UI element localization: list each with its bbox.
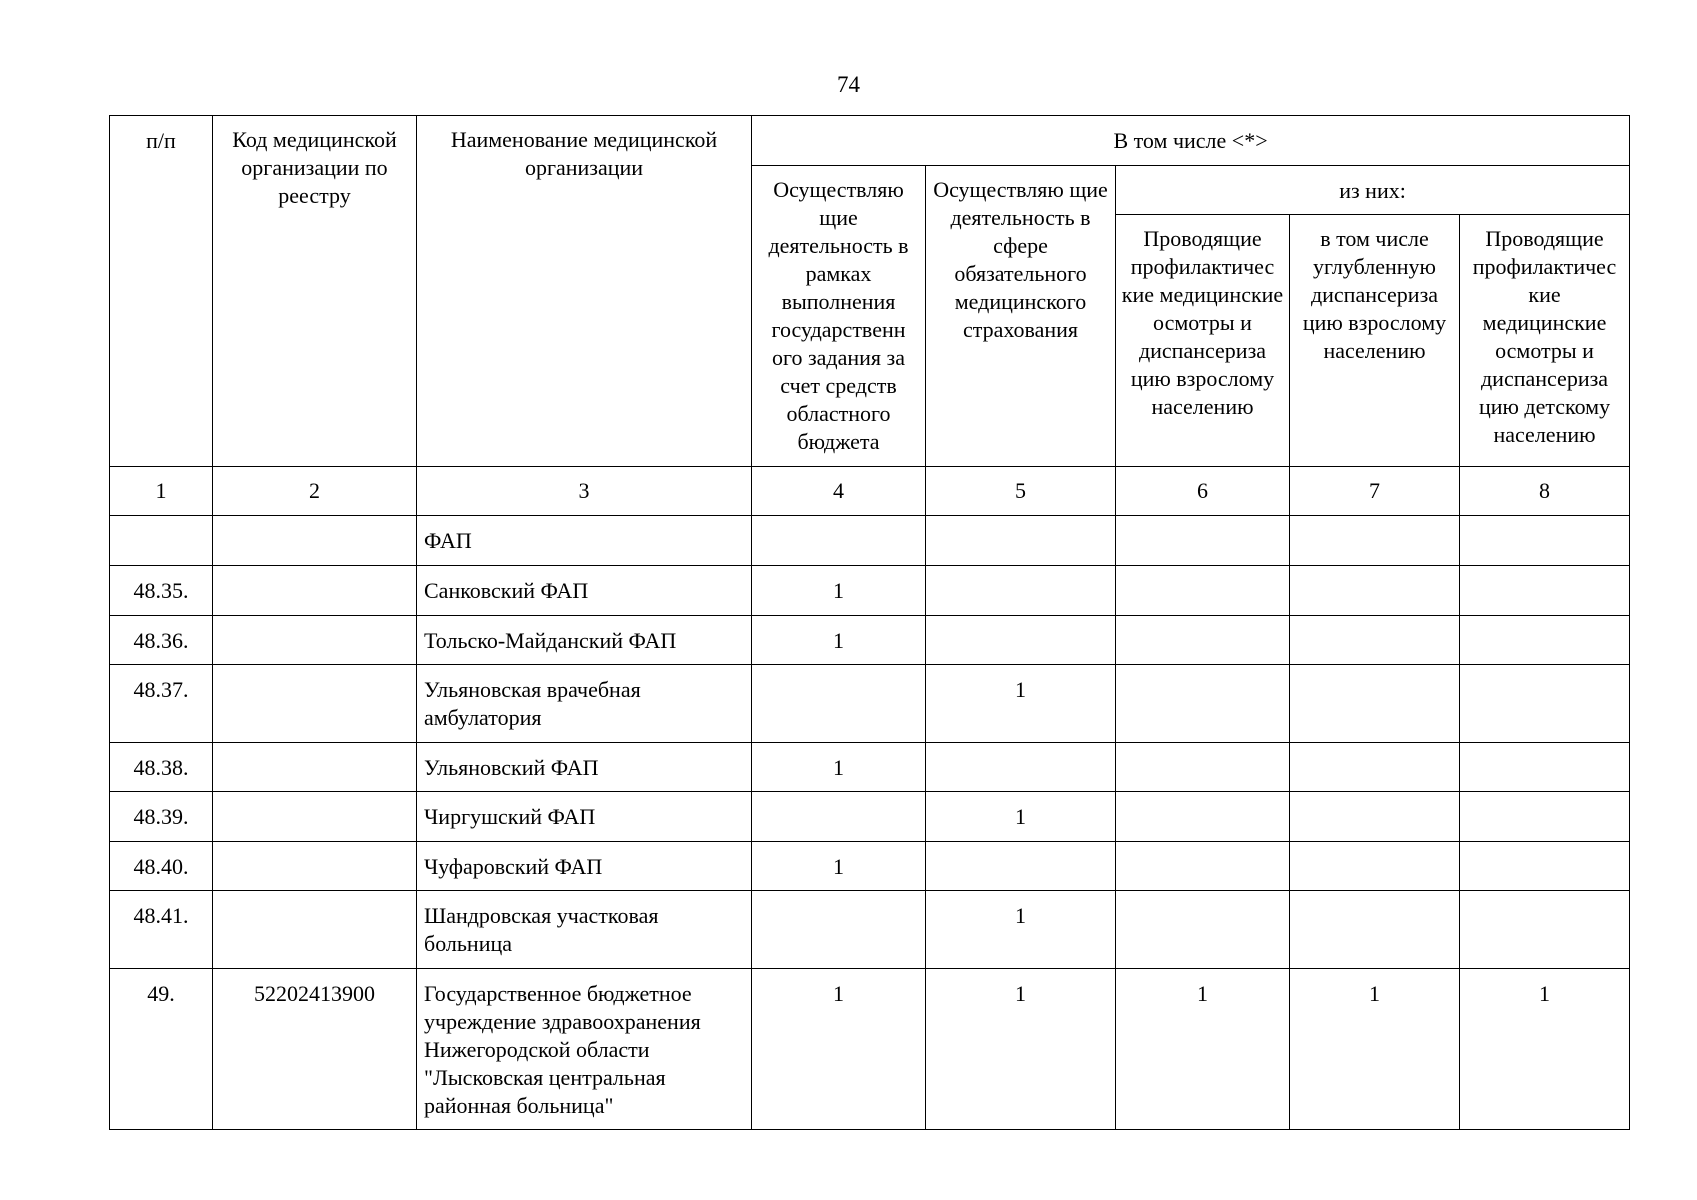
row-number: 48.37. xyxy=(110,665,213,743)
value-col-5 xyxy=(926,743,1116,792)
value-col-4: 1 xyxy=(752,842,926,891)
value-col-6 xyxy=(1116,891,1290,969)
value-col-4 xyxy=(752,665,926,743)
value-col-8 xyxy=(1460,792,1630,842)
value-col-5 xyxy=(926,566,1116,616)
value-col-5: 1 xyxy=(926,792,1116,842)
org-name: ФАП xyxy=(417,516,752,566)
table-row xyxy=(110,842,1630,891)
column-number: 4 xyxy=(752,467,926,516)
header-col-adult-checkups: Проводящие профилактичес кие медицинские осмотры и диспансериза цию взрослому населению xyxy=(1116,215,1290,467)
column-number: 2 xyxy=(213,467,417,516)
org-code xyxy=(213,665,417,743)
row-number: 48.36. xyxy=(110,616,213,665)
value-col-8: 1 xyxy=(1460,969,1630,1130)
value-col-6 xyxy=(1116,616,1290,665)
table-row xyxy=(110,743,1630,792)
org-code xyxy=(213,891,417,969)
org-name: Чиргушский ФАП xyxy=(417,792,752,842)
value-col-6 xyxy=(1116,665,1290,743)
header-row-1 xyxy=(110,116,1630,166)
column-number: 6 xyxy=(1116,467,1290,516)
value-col-6 xyxy=(1116,743,1290,792)
value-col-7 xyxy=(1290,665,1460,743)
table-row xyxy=(110,792,1630,842)
table-row xyxy=(110,665,1630,743)
value-col-8 xyxy=(1460,516,1630,566)
value-col-7 xyxy=(1290,792,1460,842)
org-code xyxy=(213,566,417,616)
org-code xyxy=(213,516,417,566)
value-col-6 xyxy=(1116,842,1290,891)
column-numbers-row xyxy=(110,467,1630,516)
org-name: Санковский ФАП xyxy=(417,566,752,616)
row-number: 48.35. xyxy=(110,566,213,616)
header-col-child-checkups: Проводящие профилактичес кие медицинские осмотры и диспансериза цию детскому населению xyxy=(1460,215,1630,467)
header-col-oms: Осуществляю щие деятельность в сфере обязательного медицинского страхования xyxy=(926,166,1116,467)
header-col-num: п/п xyxy=(110,116,213,467)
value-col-7 xyxy=(1290,616,1460,665)
org-name: Чуфаровский ФАП xyxy=(417,842,752,891)
value-col-8 xyxy=(1460,665,1630,743)
value-col-7: 1 xyxy=(1290,969,1460,1130)
column-number: 7 xyxy=(1290,467,1460,516)
value-col-4: 1 xyxy=(752,743,926,792)
value-col-7 xyxy=(1290,842,1460,891)
table-row xyxy=(110,969,1630,1130)
value-col-7 xyxy=(1290,891,1460,969)
value-col-7 xyxy=(1290,566,1460,616)
value-col-6 xyxy=(1116,792,1290,842)
header-col-code: Код медицинской организации по реестру xyxy=(213,116,417,467)
org-code xyxy=(213,792,417,842)
value-col-4 xyxy=(752,516,926,566)
org-name: Ульяновская врачебная амбулатория xyxy=(417,665,752,743)
value-col-8 xyxy=(1460,891,1630,969)
value-col-6 xyxy=(1116,566,1290,616)
org-name: Тольско-Майданский ФАП xyxy=(417,616,752,665)
org-name: Ульяновский ФАП xyxy=(417,743,752,792)
header-group-including: В том числе <*> xyxy=(752,116,1630,166)
value-col-8 xyxy=(1460,566,1630,616)
value-col-4: 1 xyxy=(752,969,926,1130)
value-col-4 xyxy=(752,792,926,842)
org-name: Государственное бюджетное учреждение здравоохранения Нижегородской области "Лысковская центральная районная больница" xyxy=(417,969,752,1130)
table-row xyxy=(110,566,1630,616)
value-col-5: 1 xyxy=(926,891,1116,969)
value-col-6 xyxy=(1116,516,1290,566)
table-row xyxy=(110,891,1630,969)
value-col-8 xyxy=(1460,616,1630,665)
row-number: 48.38. xyxy=(110,743,213,792)
org-code: 52202413900 xyxy=(213,969,417,1130)
header-col-state-assignment: Осуществляю щие деятельность в рамках выполнения государственн ого задания за счет средств областного бюджета xyxy=(752,166,926,467)
row-number: 48.41. xyxy=(110,891,213,969)
value-col-7 xyxy=(1290,516,1460,566)
medical-organizations-table xyxy=(109,115,1630,1130)
value-col-5: 1 xyxy=(926,665,1116,743)
table-row xyxy=(110,616,1630,665)
column-number: 1 xyxy=(110,467,213,516)
org-code xyxy=(213,842,417,891)
row-number: 49. xyxy=(110,969,213,1130)
column-number: 3 xyxy=(417,467,752,516)
value-col-5: 1 xyxy=(926,969,1116,1130)
value-col-8 xyxy=(1460,743,1630,792)
value-col-8 xyxy=(1460,842,1630,891)
table-row xyxy=(110,516,1630,566)
row-number: 48.40. xyxy=(110,842,213,891)
value-col-4: 1 xyxy=(752,566,926,616)
value-col-4 xyxy=(752,891,926,969)
header-subgroup-of-them: из них: xyxy=(1116,166,1630,215)
org-name: Шандровская участковая больница xyxy=(417,891,752,969)
value-col-5 xyxy=(926,516,1116,566)
column-number: 8 xyxy=(1460,467,1630,516)
column-number: 5 xyxy=(926,467,1116,516)
value-col-7 xyxy=(1290,743,1460,792)
value-col-6: 1 xyxy=(1116,969,1290,1130)
value-col-5 xyxy=(926,616,1116,665)
header-col-name: Наименование медицинской организации xyxy=(417,116,752,467)
row-number: 48.39. xyxy=(110,792,213,842)
value-col-4: 1 xyxy=(752,616,926,665)
value-col-5 xyxy=(926,842,1116,891)
header-col-in-depth-adult: в том числе углубленную диспансериза цию взрослому населению xyxy=(1290,215,1460,467)
org-code xyxy=(213,743,417,792)
row-number xyxy=(110,516,213,566)
org-code xyxy=(213,616,417,665)
page-number: 74 xyxy=(837,72,860,97)
